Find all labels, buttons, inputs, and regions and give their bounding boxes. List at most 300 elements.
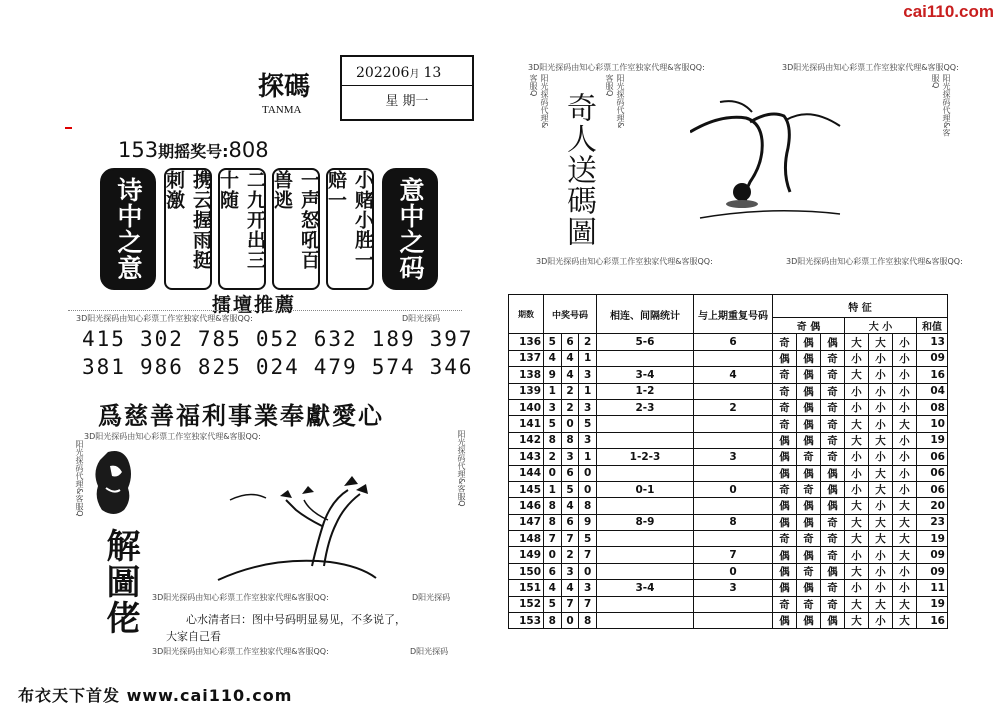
big-small-cell: 大 — [869, 481, 893, 497]
big-small-cell: 小 — [845, 449, 869, 465]
digit-cell: 0 — [579, 465, 597, 481]
period-cell: 140 — [509, 399, 544, 415]
poem-left-title: 诗中之意 — [100, 168, 156, 290]
digit-cell: 7 — [544, 531, 562, 547]
big-small-cell: 小 — [869, 498, 893, 514]
recommend-number: 302 — [139, 327, 184, 351]
table-row — [509, 498, 948, 514]
charity-slogan: 爲慈善福利事業奉獻愛心 — [98, 401, 384, 430]
table-row — [509, 432, 948, 448]
adjacent-cell: 5-6 — [597, 334, 694, 350]
adjacent-cell — [597, 563, 694, 579]
digit-cell: 7 — [579, 547, 597, 563]
odd-even-cell: 奇 — [821, 416, 845, 432]
digit-cell: 1 — [579, 383, 597, 399]
tree-drawing-icon — [210, 470, 380, 590]
odd-even-cell: 偶 — [821, 465, 845, 481]
table-row — [509, 580, 948, 596]
adjacent-cell — [597, 613, 694, 629]
period-cell: 152 — [509, 596, 544, 612]
watermark-side: 阳光探码代理&客服Q — [931, 74, 951, 137]
comment-line-2: 大家自己看 — [166, 630, 221, 643]
odd-even-cell: 奇 — [821, 531, 845, 547]
repeat-cell: 4 — [694, 367, 773, 383]
odd-even-cell: 偶 — [797, 383, 821, 399]
table-row — [509, 531, 948, 547]
odd-even-cell: 偶 — [773, 449, 797, 465]
big-small-cell: 小 — [869, 449, 893, 465]
big-small-cell: 大 — [893, 547, 917, 563]
digit-cell: 0 — [579, 563, 597, 579]
recommend-number: 785 — [197, 327, 242, 351]
table-row — [509, 416, 948, 432]
big-small-cell: 小 — [893, 449, 917, 465]
odd-even-cell: 偶 — [797, 334, 821, 350]
watermark: 3D阳光探码由知心彩票工作室独家代理&客服QQ: — [152, 593, 329, 602]
recommend-number: 574 — [371, 355, 416, 379]
period-cell: 151 — [509, 580, 544, 596]
odd-even-cell: 奇 — [773, 416, 797, 432]
digit-cell: 6 — [561, 465, 579, 481]
sum-cell: 20 — [917, 498, 948, 514]
big-small-cell: 小 — [893, 334, 917, 350]
repeat-cell — [694, 383, 773, 399]
digit-cell: 5 — [544, 596, 562, 612]
big-small-cell: 小 — [893, 399, 917, 415]
digit-cell: 0 — [561, 613, 579, 629]
odd-even-cell: 偶 — [773, 547, 797, 563]
repeat-cell: 6 — [694, 334, 773, 350]
odd-even-cell: 偶 — [773, 350, 797, 366]
odd-even-cell: 偶 — [773, 514, 797, 530]
col-sum: 和值 — [917, 318, 948, 334]
big-small-cell: 小 — [869, 367, 893, 383]
repeat-cell — [694, 465, 773, 481]
odd-even-cell: 奇 — [797, 563, 821, 579]
big-small-cell: 小 — [845, 580, 869, 596]
sum-cell: 19 — [917, 596, 948, 612]
repeat-cell: 3 — [694, 580, 773, 596]
big-small-cell: 大 — [845, 432, 869, 448]
big-small-cell: 小 — [869, 547, 893, 563]
digit-cell: 3 — [561, 449, 579, 465]
digit-cell: 0 — [579, 481, 597, 497]
odd-even-cell: 偶 — [773, 498, 797, 514]
big-small-cell: 小 — [869, 613, 893, 629]
period-cell: 141 — [509, 416, 544, 432]
digit-cell: 7 — [561, 596, 579, 612]
big-small-cell: 小 — [845, 383, 869, 399]
recommend-number: 825 — [197, 355, 242, 379]
big-small-cell: 小 — [893, 367, 917, 383]
odd-even-cell: 偶 — [797, 399, 821, 415]
watermark: 3D阳光探码由知心彩票工作室独家代理&客服QQ: — [782, 63, 959, 72]
portrait-icon — [88, 448, 144, 518]
adjacent-cell: 1-2 — [597, 383, 694, 399]
table-row — [509, 613, 948, 629]
period-cell: 139 — [509, 383, 544, 399]
recommend-number: 479 — [313, 355, 358, 379]
recommend-number: 381 — [82, 355, 126, 379]
sum-cell: 04 — [917, 383, 948, 399]
digit-cell: 8 — [579, 613, 597, 629]
big-small-cell: 大 — [893, 596, 917, 612]
date-day: 13 — [423, 65, 442, 81]
adjacent-cell — [597, 547, 694, 563]
period-cell: 143 — [509, 449, 544, 465]
watermark-side: 阳光探码代理&客服Q — [529, 74, 549, 129]
sum-cell: 10 — [917, 416, 948, 432]
sum-cell: 06 — [917, 465, 948, 481]
big-small-cell: 大 — [845, 563, 869, 579]
watermark: 3D阳光探码由知心彩票工作室独家代理&客服QQ: — [536, 257, 713, 266]
digit-cell: 0 — [544, 547, 562, 563]
recommend-number: 024 — [255, 355, 300, 379]
digit-cell: 6 — [544, 563, 562, 579]
adjacent-cell — [597, 465, 694, 481]
big-small-cell: 小 — [845, 547, 869, 563]
digit-cell: 5 — [544, 416, 562, 432]
big-small-cell: 大 — [845, 334, 869, 350]
poem-line-4: 小赌小胜一赔一 — [326, 168, 374, 290]
repeat-cell: 3 — [694, 449, 773, 465]
odd-even-cell: 偶 — [797, 416, 821, 432]
big-small-cell: 小 — [869, 563, 893, 579]
digit-cell: 9 — [544, 367, 562, 383]
period-cell: 146 — [509, 498, 544, 514]
table-row — [509, 465, 948, 481]
big-small-cell: 小 — [893, 465, 917, 481]
recommend-title: 擂壇推薦 — [212, 294, 297, 316]
period-cell: 150 — [509, 563, 544, 579]
watermark: D阳光探码 — [412, 593, 451, 602]
table-row — [509, 596, 948, 612]
sum-cell: 06 — [917, 449, 948, 465]
col-big-small: 大 小 — [845, 318, 917, 334]
big-small-cell: 大 — [845, 416, 869, 432]
big-small-cell: 小 — [893, 350, 917, 366]
digit-cell: 5 — [579, 531, 597, 547]
odd-even-cell: 偶 — [797, 547, 821, 563]
draw-number: 808 — [228, 138, 269, 162]
adjacent-cell — [597, 350, 694, 366]
digit-cell: 4 — [544, 580, 562, 596]
sum-cell: 13 — [917, 334, 948, 350]
digit-cell: 1 — [579, 449, 597, 465]
big-small-cell: 大 — [845, 613, 869, 629]
digit-cell: 2 — [579, 334, 597, 350]
qiren-title: 奇人送碼圖 — [561, 92, 596, 247]
period-cell: 144 — [509, 465, 544, 481]
recommend-number: 632 — [313, 327, 358, 351]
odd-even-cell: 奇 — [773, 383, 797, 399]
adjacent-cell: 2-3 — [597, 399, 694, 415]
digit-cell: 6 — [561, 334, 579, 350]
watermark: D阳光探码 — [410, 647, 449, 656]
digit-cell: 4 — [561, 580, 579, 596]
digit-cell: 3 — [579, 580, 597, 596]
big-small-cell: 大 — [869, 432, 893, 448]
odd-even-cell: 奇 — [821, 383, 845, 399]
digit-cell: 5 — [579, 416, 597, 432]
draw-period: 153 — [118, 138, 159, 162]
adjacent-cell: 1-2-3 — [597, 449, 694, 465]
big-small-cell: 小 — [893, 580, 917, 596]
watermark-side: 阳光探码代理&客服Q — [457, 430, 466, 507]
digit-cell: 2 — [544, 449, 562, 465]
odd-even-cell: 奇 — [821, 514, 845, 530]
digit-cell: 3 — [579, 432, 597, 448]
big-small-cell: 小 — [869, 399, 893, 415]
recommend-row-1 — [82, 327, 488, 351]
odd-even-cell: 偶 — [797, 350, 821, 366]
digit-cell: 3 — [579, 399, 597, 415]
sum-cell: 23 — [917, 514, 948, 530]
digit-cell: 1 — [579, 350, 597, 366]
table-header-row — [509, 295, 948, 318]
recommend-number: 052 — [255, 327, 300, 351]
odd-even-cell: 偶 — [773, 432, 797, 448]
digit-cell: 8 — [544, 514, 562, 530]
watermark: D阳光探码 — [402, 314, 441, 323]
odd-even-cell: 奇 — [821, 350, 845, 366]
big-small-cell: 小 — [869, 350, 893, 366]
adjacent-cell: 3-4 — [597, 580, 694, 596]
big-small-cell: 大 — [845, 367, 869, 383]
sum-cell: 09 — [917, 547, 948, 563]
recommend-panel — [68, 310, 474, 397]
watermark-side: 阳光探码代理&客服Q — [75, 440, 84, 517]
big-small-cell: 大 — [845, 498, 869, 514]
big-small-cell: 大 — [893, 514, 917, 530]
period-cell: 136 — [509, 334, 544, 350]
big-small-cell: 大 — [893, 416, 917, 432]
odd-even-cell: 偶 — [797, 580, 821, 596]
digit-cell: 8 — [579, 498, 597, 514]
repeat-cell: 8 — [694, 514, 773, 530]
odd-even-cell: 偶 — [773, 613, 797, 629]
watermark: 3D阳光探码由知心彩票工作室独家代理&客服QQ: — [528, 63, 705, 72]
digit-cell: 2 — [561, 383, 579, 399]
recommend-number: 986 — [139, 355, 184, 379]
odd-even-cell: 偶 — [797, 514, 821, 530]
period-cell: 147 — [509, 514, 544, 530]
sum-cell: 16 — [917, 367, 948, 383]
digit-cell: 8 — [544, 432, 562, 448]
date-month: 06 — [391, 65, 410, 81]
odd-even-cell: 奇 — [821, 449, 845, 465]
digit-cell: 3 — [561, 563, 579, 579]
date-year: 2022 — [356, 65, 392, 81]
watermark-side: 阳光探码代理&客服Q — [605, 74, 625, 129]
repeat-cell — [694, 416, 773, 432]
table-row — [509, 481, 948, 497]
sum-cell: 09 — [917, 350, 948, 366]
digit-cell: 6 — [561, 514, 579, 530]
odd-even-cell: 奇 — [773, 531, 797, 547]
big-small-cell: 小 — [869, 416, 893, 432]
period-cell: 148 — [509, 531, 544, 547]
repeat-cell — [694, 531, 773, 547]
date-line — [356, 65, 441, 81]
odd-even-cell: 偶 — [821, 613, 845, 629]
sum-cell: 16 — [917, 613, 948, 629]
odd-even-cell: 奇 — [821, 432, 845, 448]
col-odd-even: 奇 偶 — [773, 318, 845, 334]
period-cell: 138 — [509, 367, 544, 383]
sum-cell: 19 — [917, 531, 948, 547]
table-row — [509, 367, 948, 383]
adjacent-cell — [597, 596, 694, 612]
adjacent-cell — [597, 531, 694, 547]
repeat-cell: 2 — [694, 399, 773, 415]
big-small-cell: 小 — [869, 580, 893, 596]
big-small-cell: 大 — [869, 465, 893, 481]
odd-even-cell: 偶 — [797, 613, 821, 629]
table-row — [509, 449, 948, 465]
digit-cell: 0 — [561, 416, 579, 432]
sum-cell: 11 — [917, 580, 948, 596]
odd-even-cell: 偶 — [773, 465, 797, 481]
adjacent-cell — [597, 432, 694, 448]
odd-even-cell: 偶 — [773, 563, 797, 579]
odd-even-cell: 偶 — [821, 563, 845, 579]
site-brand[interactable]: cai110.com — [903, 2, 994, 21]
big-small-cell: 小 — [893, 432, 917, 448]
odd-even-cell: 奇 — [797, 531, 821, 547]
date-box — [340, 55, 474, 121]
odd-even-cell: 偶 — [773, 580, 797, 596]
odd-even-cell: 偶 — [797, 367, 821, 383]
col-number: 中奖号码 — [544, 295, 597, 334]
big-small-cell: 大 — [845, 514, 869, 530]
col-adjacent: 相连、间隔统计 — [597, 295, 694, 334]
adjacent-cell: 3-4 — [597, 367, 694, 383]
digit-cell: 4 — [544, 350, 562, 366]
sum-cell: 09 — [917, 563, 948, 579]
table-row — [509, 383, 948, 399]
comment-line-1: 心水清者曰：图中号码明显易见，不多说了， — [186, 613, 406, 626]
odd-even-cell: 奇 — [773, 481, 797, 497]
big-small-cell: 大 — [893, 498, 917, 514]
red-mark — [65, 127, 72, 129]
big-small-cell: 大 — [869, 531, 893, 547]
table-row — [509, 350, 948, 366]
jietu-title: 解圖佬 — [100, 528, 140, 636]
col-repeat: 与上期重复号码 — [694, 295, 773, 334]
repeat-cell — [694, 613, 773, 629]
col-period: 期数 — [509, 295, 544, 334]
odd-even-cell: 偶 — [821, 498, 845, 514]
odd-even-cell: 奇 — [797, 596, 821, 612]
big-small-cell: 小 — [845, 350, 869, 366]
digit-cell: 8 — [544, 498, 562, 514]
table-row — [509, 399, 948, 415]
big-small-cell: 小 — [893, 563, 917, 579]
odd-even-cell: 奇 — [821, 399, 845, 415]
watermark: 3D阳光探码由知心彩票工作室独家代理&客服QQ: — [84, 432, 261, 441]
recommend-row-2 — [82, 355, 488, 379]
digit-cell: 8 — [544, 613, 562, 629]
period-cell: 149 — [509, 547, 544, 563]
watermark: 3D阳光探码由知心彩票工作室独家代理&客服QQ: — [786, 257, 963, 266]
digit-cell: 3 — [544, 399, 562, 415]
table-row — [509, 547, 948, 563]
period-cell: 145 — [509, 481, 544, 497]
repeat-cell — [694, 498, 773, 514]
big-small-cell: 大 — [869, 334, 893, 350]
adjacent-cell — [597, 416, 694, 432]
adjacent-cell: 0-1 — [597, 481, 694, 497]
digit-cell: 1 — [544, 383, 562, 399]
repeat-cell: 0 — [694, 563, 773, 579]
big-small-cell: 小 — [845, 481, 869, 497]
table-row — [509, 563, 948, 579]
odd-even-cell: 奇 — [773, 596, 797, 612]
big-small-cell: 小 — [845, 399, 869, 415]
big-small-cell: 大 — [845, 596, 869, 612]
digit-cell: 8 — [561, 432, 579, 448]
odd-even-cell: 奇 — [821, 596, 845, 612]
watermark: 3D阳光探码由知心彩票工作室独家代理&客服QQ: — [76, 314, 253, 323]
period-cell: 142 — [509, 432, 544, 448]
draw-result — [118, 138, 269, 162]
history-table — [508, 294, 948, 629]
sum-cell: 19 — [917, 432, 948, 448]
odd-even-cell: 奇 — [821, 547, 845, 563]
big-small-cell: 大 — [893, 531, 917, 547]
adjacent-cell — [597, 498, 694, 514]
big-small-cell: 大 — [869, 514, 893, 530]
digit-cell: 4 — [561, 367, 579, 383]
watermark: 3D阳光探码由知心彩票工作室独家代理&客服QQ: — [152, 647, 329, 656]
big-small-cell: 小 — [869, 383, 893, 399]
digit-cell: 4 — [561, 498, 579, 514]
repeat-cell — [694, 432, 773, 448]
big-small-cell: 小 — [893, 383, 917, 399]
odd-even-cell: 奇 — [797, 481, 821, 497]
recommend-number: 415 — [82, 327, 126, 351]
digit-cell: 9 — [579, 514, 597, 530]
adjacent-cell: 8-9 — [597, 514, 694, 530]
digit-cell: 3 — [579, 367, 597, 383]
odd-even-cell: 偶 — [797, 465, 821, 481]
table-row — [509, 514, 948, 530]
odd-even-cell: 奇 — [773, 367, 797, 383]
digit-cell: 5 — [544, 334, 562, 350]
sculpture-drawing-icon — [690, 96, 850, 226]
poem-line-2: 二九开出三十随 — [218, 168, 266, 290]
odd-even-cell: 偶 — [821, 481, 845, 497]
digit-cell: 7 — [579, 596, 597, 612]
date-month-unit: 月 — [409, 69, 420, 80]
repeat-cell: 7 — [694, 547, 773, 563]
recommend-number: 189 — [371, 327, 416, 351]
big-small-cell: 大 — [893, 613, 917, 629]
odd-even-cell: 偶 — [797, 498, 821, 514]
digit-cell: 4 — [561, 350, 579, 366]
big-small-cell: 大 — [869, 596, 893, 612]
draw-label: 期摇奖号: — [158, 142, 229, 161]
page-subtitle: TANMA — [262, 104, 302, 116]
odd-even-cell: 奇 — [821, 580, 845, 596]
recommend-number: 397 — [429, 327, 474, 351]
repeat-cell — [694, 596, 773, 612]
odd-even-cell: 偶 — [797, 432, 821, 448]
big-small-cell: 大 — [845, 531, 869, 547]
poem-right-title: 意中之码 — [382, 168, 438, 290]
period-cell: 137 — [509, 350, 544, 366]
